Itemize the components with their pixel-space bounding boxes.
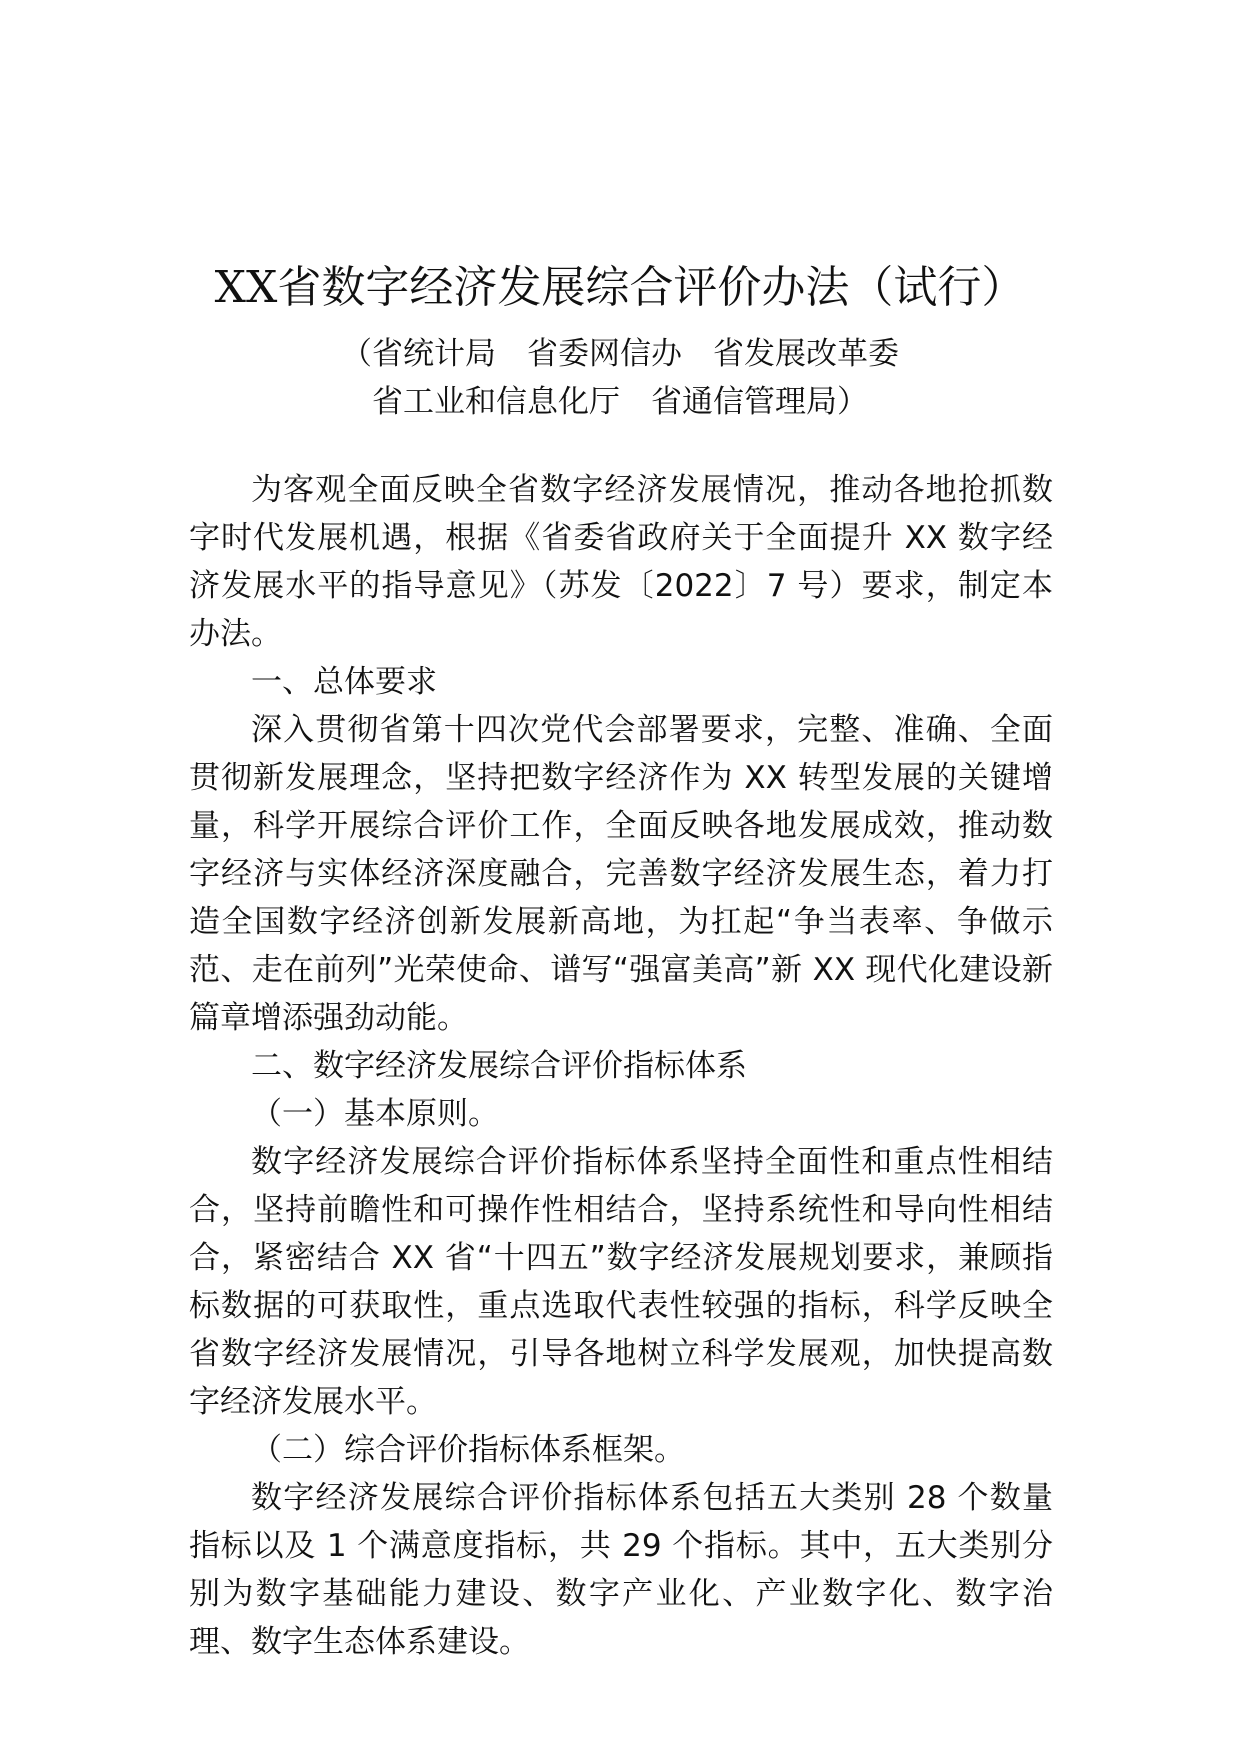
paragraph-general-requirements: 深入贯彻省第十四次党代会部署要求，完整、准确、全面贯彻新发展理念，坚持把数字经济作为 XX 转型发展的关键增量，科学开展综合评价工作，全面反映各地发展成效，推动数字经济与实体经济深度融合，完善数字经济发展生态，着力打造全国数字经济创新发展新高地，为扛起“争当表率、争做示范、走在前列”光荣使命、谱写“强富美高”新 XX 现代化建设新篇章增添强劲动能。 — [189, 712, 1053, 1036]
document-title — [0, 258, 1240, 318]
section-heading-indicator-system: 二、数字经济发展综合评价指标体系 — [251, 1048, 747, 1084]
intro-paragraph: 为客观全面反映全省数字经济发展情况，推动各地抢抓数字时代发展机遇，根据《省委省政府关于全面提升 XX 数字经济发展水平的指导意见》（苏发〔2022〕7 号）要求，制定本办法。 — [189, 472, 1053, 652]
paragraph-framework: 数字经济发展综合评价指标体系包括五大类别 28 个数量指标以及 1 个满意度指标，共 29 个指标。其中，五大类别分别为数字基础能力建设、数字产业化、产业数字化、数字治理、数字生态体系建设。 — [189, 1480, 1053, 1660]
title-prefix: XX — [214, 262, 278, 313]
issuers-line-1: （省统计局 省委网信办 省发展改革委 — [341, 336, 899, 372]
subsection-heading-basic-principles: （一）基本原则。 — [251, 1096, 499, 1132]
subsection-heading-framework: （二）综合评价指标体系框架。 — [251, 1432, 685, 1468]
issuing-agencies — [0, 330, 1240, 426]
section-heading-general-requirements: 一、总体要求 — [251, 664, 437, 700]
paragraph-basic-principles: 数字经济发展综合评价指标体系坚持全面性和重点性相结合，坚持前瞻性和可操作性相结合，坚持系统性和导向性相结合，紧密结合 XX 省“十四五”数字经济发展规划要求，兼顾指标数据的可获取性，重点选取代表性较强的指标，科学反映全省数字经济发展情况，引导各地树立科学发展观，加快提高数字经济发展水平。 — [189, 1144, 1053, 1420]
title-rest: 省数字经济发展综合评价办法（试行） — [277, 262, 1026, 313]
issuers-line-2: 省工业和信息化厅 省通信管理局） — [372, 384, 868, 420]
document-body — [189, 466, 1053, 1666]
